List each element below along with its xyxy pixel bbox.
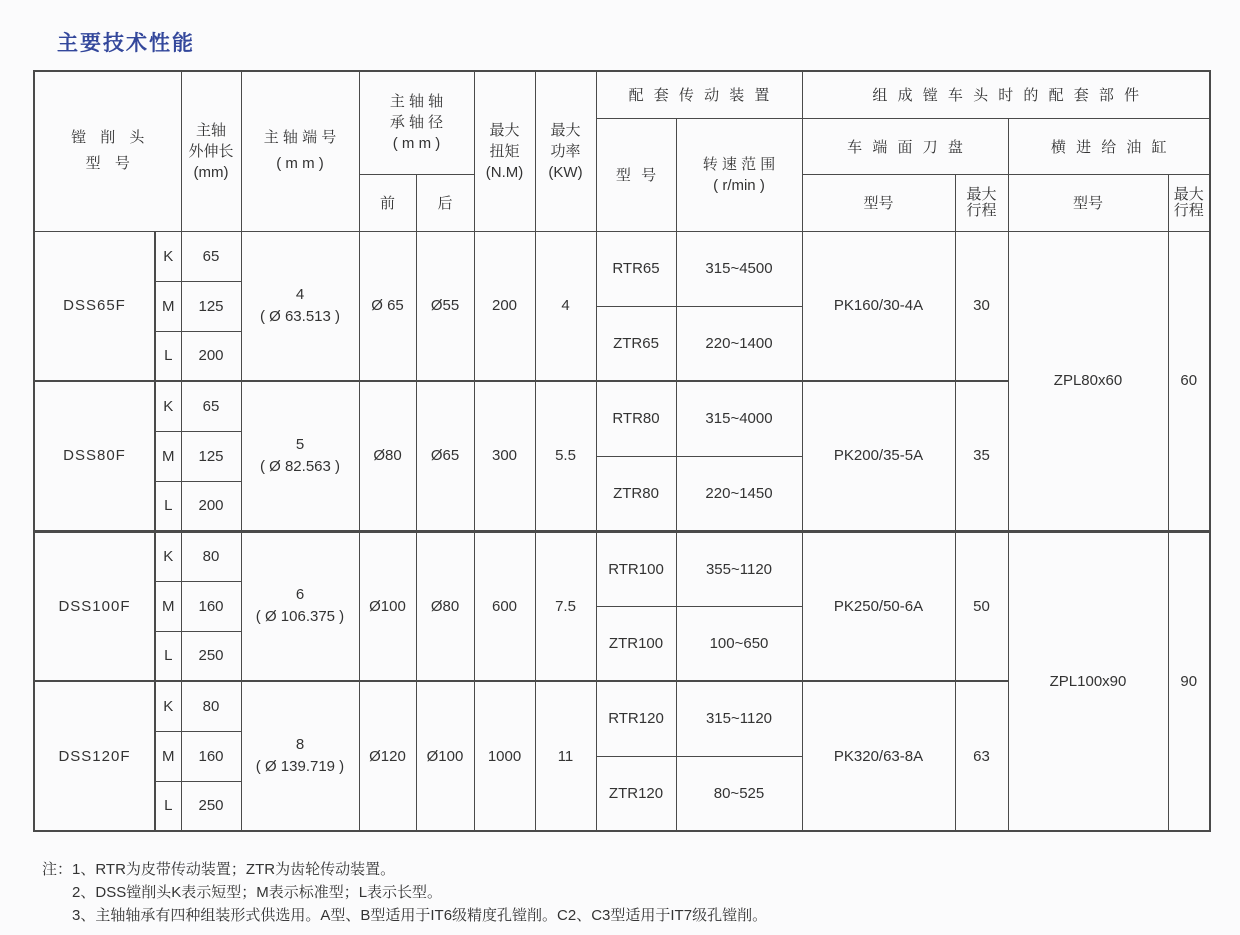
cell-cutter-model: PK320/63-8A — [802, 681, 955, 831]
cell-drive-speed: 80~525 — [676, 756, 802, 831]
cell-variant-ext: 80 — [181, 681, 241, 731]
cell-drive-model: RTR120 — [596, 681, 676, 756]
cell-cutter-stroke: 63 — [955, 681, 1008, 831]
cell-variant-code: M — [155, 581, 181, 631]
cell-variant-code: L — [155, 481, 181, 531]
cell-cutter-model: PK160/30-4A — [802, 231, 955, 381]
cell-model: DSS80F — [34, 381, 155, 531]
cell-torque: 200 — [474, 231, 535, 381]
cell-drive-model: ZTR80 — [596, 456, 676, 531]
cell-cutter-model: PK200/35-5A — [802, 381, 955, 531]
cell-variant-code: M — [155, 431, 181, 481]
cell-variant-code: M — [155, 731, 181, 781]
cell-variant-code: K — [155, 381, 181, 431]
cell-bearing-rear: Ø80 — [416, 531, 474, 681]
cell-drive-model: ZTR120 — [596, 756, 676, 831]
cell-torque: 1000 — [474, 681, 535, 831]
cell-spindle-end: 8 ( Ø 139.719 ) — [241, 681, 359, 831]
cell-variant-ext: 160 — [181, 581, 241, 631]
cell-cutter-stroke: 50 — [955, 531, 1008, 681]
cell-cylinder-stroke: 60 — [1168, 231, 1210, 531]
cell-variant-ext: 250 — [181, 631, 241, 681]
cell-spindle-end: 6 ( Ø 106.375 ) — [241, 531, 359, 681]
header-group-parts: 组 成 镗 车 头 时 的 配 套 部 件 — [802, 71, 1210, 118]
cell-model: DSS120F — [34, 681, 155, 831]
header-bearing-front: 前 — [359, 174, 416, 231]
note-item: 2、DSS镗削头K表示短型；M表示标准型；L表示长型。 — [72, 884, 443, 901]
cell-drive-speed: 220~1400 — [676, 306, 802, 381]
header-model-col: 镗 削 头 型 号 — [34, 71, 181, 231]
header-bearing: 主 轴 轴 承 轴 径 ( m m ) — [359, 71, 474, 174]
cell-variant-ext: 200 — [181, 331, 241, 381]
header-spindle-end: 主 轴 端 号 ( m m ) — [241, 71, 359, 231]
note-item: 1、RTR为皮带传动装置；ZTR为齿轮传动装置。 — [72, 861, 396, 878]
cell-model: DSS65F — [34, 231, 155, 381]
cell-cylinder-stroke: 90 — [1168, 531, 1210, 831]
cell-cutter-stroke: 35 — [955, 381, 1008, 531]
spec-table — [33, 70, 1211, 832]
header-cylinder-model: 型号 — [1008, 174, 1168, 231]
cell-variant-code: K — [155, 531, 181, 581]
cell-variant-ext: 65 — [181, 231, 241, 281]
cell-cylinder-model: ZPL100x90 — [1008, 531, 1168, 831]
header-drive-model: 型 号 — [596, 118, 676, 231]
cell-drive-speed: 315~4500 — [676, 231, 802, 306]
header-bearing-rear: 后 — [416, 174, 474, 231]
cell-variant-code: M — [155, 281, 181, 331]
notes — [42, 858, 767, 927]
header-torque: 最大 扭矩 (N.M) — [474, 71, 535, 231]
cell-bearing-front: Ø80 — [359, 381, 416, 531]
cell-spindle-end: 5 ( Ø 82.563 ) — [241, 381, 359, 531]
cell-cutter-stroke: 30 — [955, 231, 1008, 381]
cell-variant-code: L — [155, 331, 181, 381]
cell-drive-speed: 220~1450 — [676, 456, 802, 531]
cell-variant-code: L — [155, 631, 181, 681]
cell-variant-ext: 65 — [181, 381, 241, 431]
cell-variant-code: K — [155, 681, 181, 731]
cell-drive-speed: 315~1120 — [676, 681, 802, 756]
header-extension: 主轴 外伸长 (mm) — [181, 71, 241, 231]
cell-variant-code: L — [155, 781, 181, 831]
cell-variant-ext: 200 — [181, 481, 241, 531]
cell-bearing-front: Ø100 — [359, 531, 416, 681]
header-cutter-model: 型号 — [802, 174, 955, 231]
cell-spindle-end: 4 ( Ø 63.513 ) — [241, 231, 359, 381]
cell-drive-model: ZTR65 — [596, 306, 676, 381]
cell-drive-model: RTR100 — [596, 531, 676, 606]
cell-bearing-rear: Ø65 — [416, 381, 474, 531]
cell-power: 5.5 — [535, 381, 596, 531]
header-group-drive: 配 套 传 动 装 置 — [596, 71, 802, 118]
cell-power: 11 — [535, 681, 596, 831]
cell-bearing-rear: Ø55 — [416, 231, 474, 381]
cell-variant-ext: 125 — [181, 281, 241, 331]
cell-model: DSS100F — [34, 531, 155, 681]
cell-drive-model: RTR65 — [596, 231, 676, 306]
cell-variant-code: K — [155, 231, 181, 281]
cell-torque: 600 — [474, 531, 535, 681]
cell-cylinder-model: ZPL80x60 — [1008, 231, 1168, 531]
cell-torque: 300 — [474, 381, 535, 531]
cell-cutter-model: PK250/50-6A — [802, 531, 955, 681]
cell-drive-model: ZTR100 — [596, 606, 676, 681]
cell-drive-model: RTR80 — [596, 381, 676, 456]
cell-drive-speed: 100~650 — [676, 606, 802, 681]
cell-drive-speed: 315~4000 — [676, 381, 802, 456]
cell-variant-ext: 250 — [181, 781, 241, 831]
cell-variant-ext: 160 — [181, 731, 241, 781]
cell-variant-ext: 125 — [181, 431, 241, 481]
header-cylinder-stroke: 最大 行程 — [1168, 174, 1210, 231]
cell-drive-speed: 355~1120 — [676, 531, 802, 606]
page-title: 主要技术性能 — [57, 32, 195, 55]
header-parts-cylinder: 横 进 给 油 缸 — [1008, 118, 1210, 174]
cell-bearing-front: Ø 65 — [359, 231, 416, 381]
cell-variant-ext: 80 — [181, 531, 241, 581]
notes-prefix: 注： — [42, 861, 73, 878]
header-power: 最大 功率 (KW) — [535, 71, 596, 231]
header-parts-cutter: 车 端 面 刀 盘 — [802, 118, 1008, 174]
cell-power: 4 — [535, 231, 596, 381]
cell-bearing-front: Ø120 — [359, 681, 416, 831]
cell-bearing-rear: Ø100 — [416, 681, 474, 831]
header-drive-speed: 转 速 范 围 ( r/min ) — [676, 118, 802, 231]
header-cutter-stroke: 最大 行程 — [955, 174, 1008, 231]
cell-power: 7.5 — [535, 531, 596, 681]
note-item: 3、主轴轴承有四种组装形式供选用。A型、B型适用于IT6级精度孔镗削。C2、C3型适用于IT7级孔镗削。 — [72, 907, 768, 924]
